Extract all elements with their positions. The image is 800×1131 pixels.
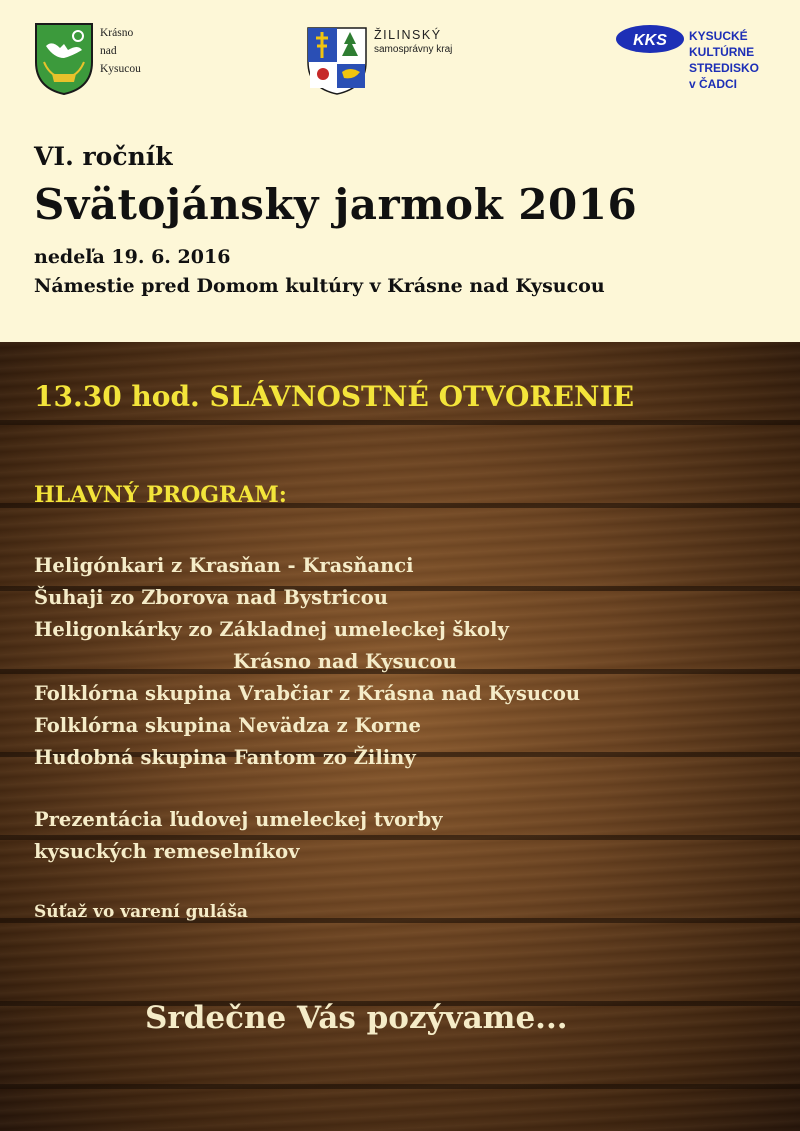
presentation-line: Prezentácia ľudovej umeleckej tvorby bbox=[34, 808, 443, 831]
edition-label: VI. ročník bbox=[34, 142, 173, 171]
kks-logo bbox=[615, 24, 759, 92]
logo-text-line: STREDISKO bbox=[689, 61, 760, 75]
program-item: Krásno nad Kysucou bbox=[233, 650, 457, 673]
presentation-line: kysuckých remeselníkov bbox=[34, 840, 300, 863]
logo-text-line: KULTÚRNE bbox=[689, 45, 755, 59]
program-item: Heligonkárky zo Základnej umeleckej školy bbox=[34, 618, 509, 641]
program-item: Folklórna skupina Nevädza z Korne bbox=[34, 714, 421, 737]
program-item: Folklórna skupina Vrabčiar z Krásna nad Kysucou bbox=[34, 682, 581, 705]
invitation-text: Srdečne Vás pozývame... bbox=[145, 1000, 568, 1036]
coat-of-arms-icon bbox=[34, 22, 94, 96]
krasno-logo bbox=[34, 22, 141, 96]
logo-text-line: Krásno bbox=[100, 27, 134, 39]
krasno-logo-text bbox=[100, 24, 141, 78]
kks-mark-text: KKS bbox=[633, 32, 667, 49]
logo-text-line: v ČADCI bbox=[689, 77, 738, 91]
region-subtitle: samosprávny kraj bbox=[374, 44, 453, 55]
region-coat-of-arms-icon bbox=[306, 26, 368, 96]
program-item: Hudobná skupina Fantom zo Žiliny bbox=[34, 746, 416, 769]
opening-time: 13.30 hod. SLÁVNOSTNÉ OTVORENIE bbox=[34, 380, 635, 413]
zilinsky-kraj-text bbox=[374, 28, 452, 55]
program-heading: HLAVNÝ PROGRAM: bbox=[34, 482, 287, 508]
event-date: nedeľa 19. 6. 2016 bbox=[34, 246, 231, 268]
kks-mark-icon bbox=[615, 24, 685, 54]
region-name: ŽILINSKÝ bbox=[374, 28, 442, 42]
logo-text-line: nad bbox=[100, 45, 117, 57]
program-item: Heligónkari z Krasňan - Krasňanci bbox=[34, 554, 414, 577]
program-section bbox=[0, 342, 800, 1131]
zilinsky-kraj-logo bbox=[306, 26, 452, 96]
goulash-contest: Súťaž vo varení guláša bbox=[34, 902, 248, 922]
logo-text-line: KYSUCKÉ bbox=[689, 29, 748, 43]
header-section bbox=[0, 0, 800, 342]
event-place: Námestie pred Domom kultúry v Krásne nad Kysucou bbox=[34, 275, 605, 297]
program-item: Šuhaji zo Zborova nad Bystricou bbox=[34, 586, 388, 609]
event-title: Svätojánsky jarmok 2016 bbox=[34, 180, 638, 229]
logo-text-line: Kysucou bbox=[100, 63, 141, 75]
kks-text bbox=[689, 28, 759, 92]
